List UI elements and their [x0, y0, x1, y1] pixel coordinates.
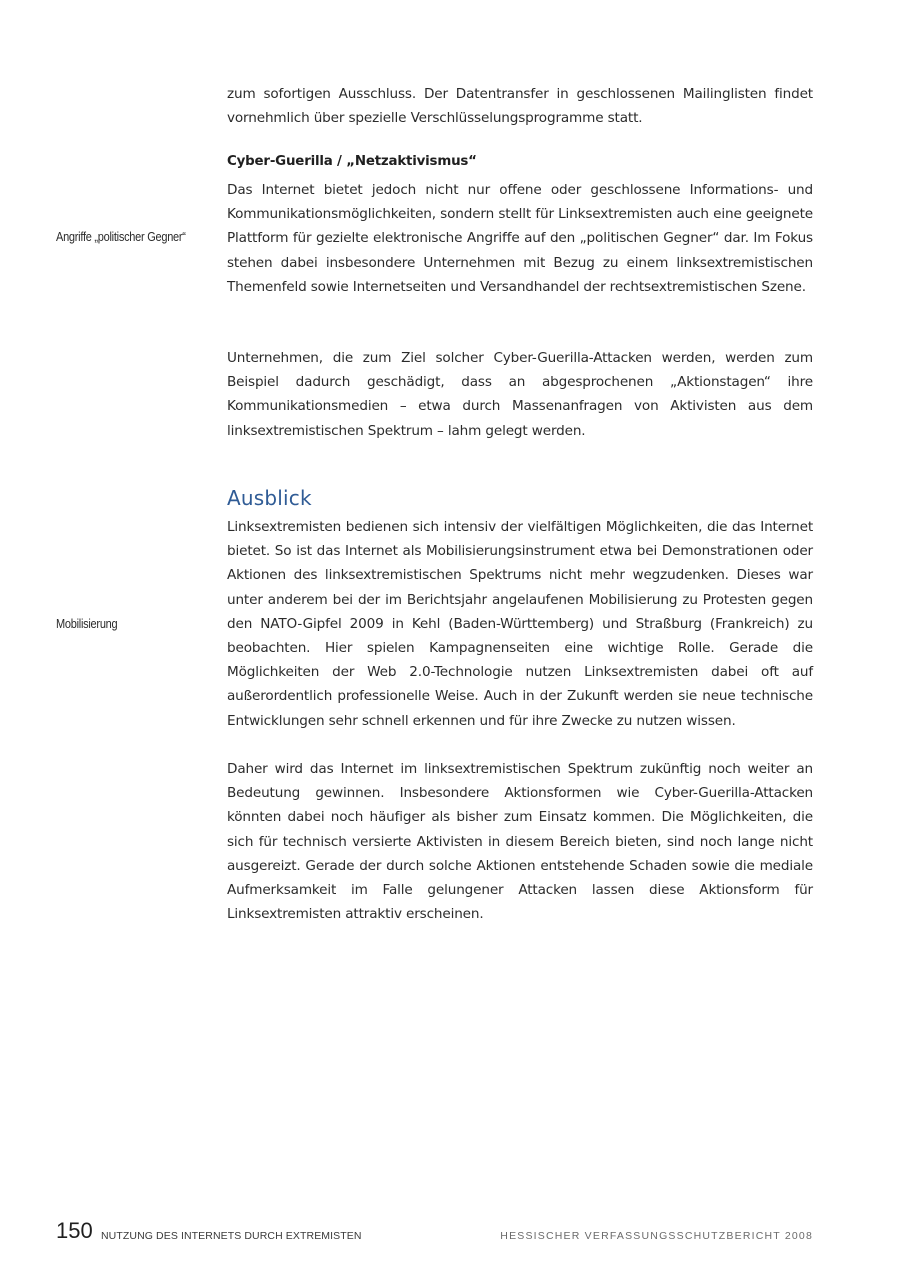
ausblick-heading: Ausblick [227, 486, 312, 510]
cyber-paragraph-2-block [227, 346, 813, 443]
cyber-guerilla-heading: Cyber-Guerilla / „Netzaktivismus“ [227, 154, 477, 169]
footer-publication-title: HESSISCHER VERFASSUNGSSCHUTZBERICHT 2008 [500, 1230, 813, 1242]
ausblick-paragraph-1: Linksextremisten bedienen sich intensiv der vielfältigen Möglichkeiten, die das Internet bietet. So ist das Internet als Mobilisierungsinstrument etwa bei Demonstrationen oder Aktionen des linksextremistischen Spektrums nicht mehr wegzudenken. Dieses war unter anderem bei der im Berichtsjahr angelaufenen Mobilisierung zu Protesten gegen den NATO-Gipfel 2009 in Kehl (Baden-Württemberg) und Straßburg (Frankreich) zu beobachten. Hier spielen Kampagnenseiten eine wichtige Rolle. Gerade die Möglichkeiten der Web 2.0-Technologie nutzen Linksextremisten dabei oft auf außerordentlich professionelle Weise. Auch in der Zukunft werden sie neue technische Entwicklungen sehr schnell erkennen und für ihre Zwecke zu nutzen wissen. [227, 519, 813, 729]
page-number: 150 [56, 1218, 93, 1243]
ausblick-paragraph-1-block [227, 515, 813, 733]
intro-paragraph-block [227, 82, 813, 130]
intro-paragraph: zum sofortigen Ausschluss. Der Datentransfer in geschlossenen Mailinglisten findet vornehmlich über spezielle Verschlüsselungsprogramme statt. [227, 86, 813, 127]
margin-note-mobilisierung: Mobilisierung [56, 617, 118, 631]
ausblick-paragraph-2-block [227, 757, 813, 926]
cyber-paragraph-1-block [227, 178, 813, 299]
footer-chapter-title: NUTZUNG DES INTERNETS DURCH EXTREMISTEN [101, 1230, 362, 1242]
cyber-paragraph-2: Unternehmen, die zum Ziel solcher Cyber-Guerilla-Attacken werden, werden zum Beispiel dadurch geschädigt, dass an abgesprochenen „Aktionstagen“ ihre Kommunikationsmedien – etwa durch Massenanfragen von Aktivisten aus dem linksextremistischen Spektrum – lahm gelegt werden. [227, 350, 813, 439]
cyber-paragraph-1: Das Internet bietet jedoch nicht nur offene oder geschlossene Informations- und Kommunikationsmöglichkeiten, sondern stellt für Linksextremisten auch eine geeignete Plattform für gezielte elektronische Angriffe auf den „politischen Gegner“ dar. Im Fokus stehen dabei insbesondere Unternehmen mit Bezug zu einem linksextremistischen Themenfeld sowie Internetseiten und Versandhandel der rechtsextremistischen Szene. [227, 182, 813, 295]
ausblick-paragraph-2: Daher wird das Internet im linksextremistischen Spektrum zukünftig noch weiter an Bedeutung gewinnen. Insbesondere Aktionsformen wie Cyber-Guerilla-Attacken könnten dabei noch häufiger als bisher zum Einsatz kommen. Die Möglichkeiten, die sich für technisch versierte Aktivisten in diesem Bereich bieten, sind noch lange nicht ausgereizt. Gerade der durch solche Aktionen entstehende Schaden sowie die mediale Aufmerksamkeit im Falle gelungener Attacken lassen diese Aktionsform für Linksextremisten attraktiv erscheinen. [227, 761, 813, 923]
margin-note-angriffe: Angriffe „politischer Gegner“ [56, 230, 186, 244]
